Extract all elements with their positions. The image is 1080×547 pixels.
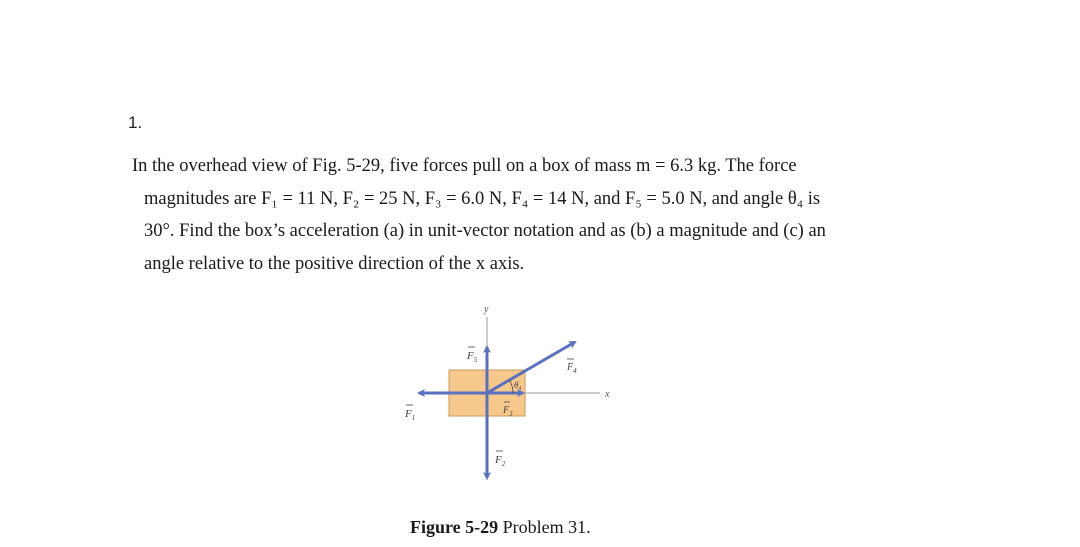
problem-line-4: angle relative to the positive direction of the x axis. — [144, 253, 525, 274]
y-axis-label: y — [484, 304, 489, 315]
x-axis-label: x — [605, 389, 610, 400]
force-diagram-svg — [395, 295, 615, 495]
vector-f1-label: $F_1$ — [405, 408, 416, 422]
vector-f5-label: $F_5$ — [467, 350, 478, 364]
force-diagram — [395, 295, 615, 495]
vector-f4 — [487, 342, 575, 393]
vector-f4-label: $F_4$ — [567, 362, 577, 375]
question-number: 1. — [128, 113, 143, 132]
problem-text — [132, 150, 952, 280]
problem-line-2: magnitudes are F₁ = 11 N, F₂ = 25 N, F₃ = 6.0 N, F₄ = 14 N, and F₅ = 5.0 N, and angle θ₄ is — [144, 188, 821, 209]
problem-line-3: 30°. Find the box’s acceleration (a) in unit-vector notation and as (b) a magnitude and (c) an — [144, 221, 826, 241]
vector-f3-label: $F_3$ — [503, 405, 513, 418]
figure-caption-text: Problem 31. — [498, 517, 591, 537]
vector-f2-label: $F_2$ — [495, 454, 506, 468]
figure-caption-label: Figure 5-29 — [410, 517, 499, 537]
angle-theta4-label: $\theta_4$ — [514, 380, 522, 392]
figure-caption — [410, 517, 591, 538]
problem-line-1: In the overhead view of Fig. 5-29, five forces pull on a box of mass m = 6.3 kg. The force — [132, 156, 797, 176]
